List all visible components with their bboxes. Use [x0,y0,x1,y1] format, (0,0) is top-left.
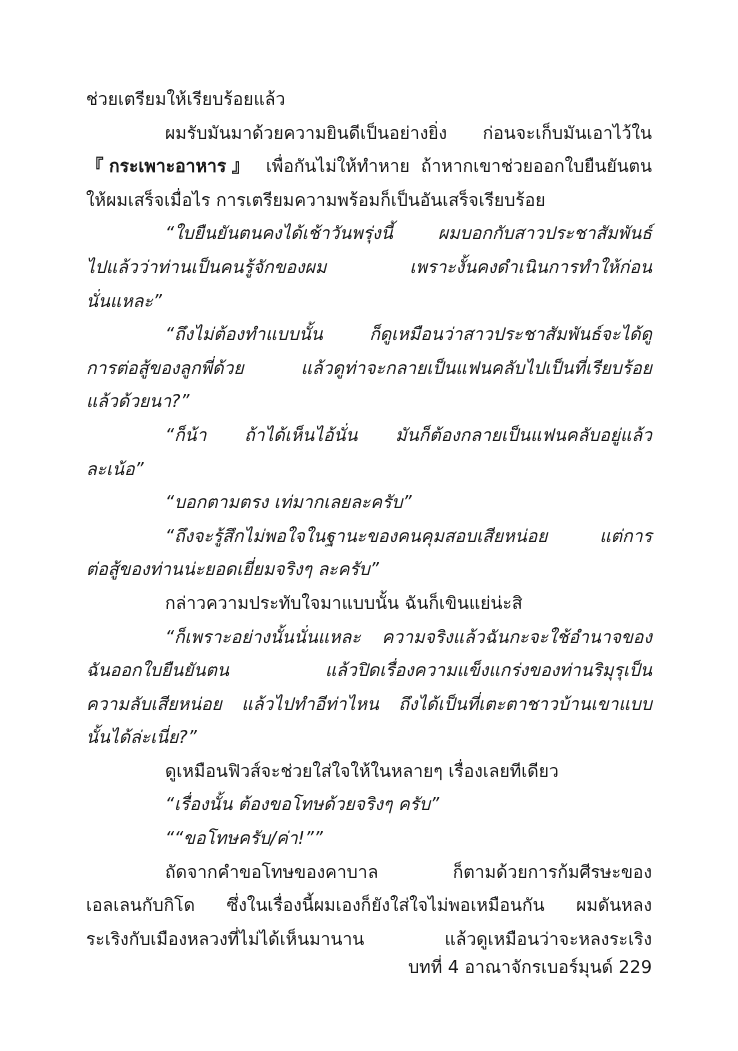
text-line: ถัดจากคำขอโทษของคาบาล ก็ตามด้วยการก้มศีรษะของ [165,862,652,883]
text-line: ฉันออกใบยืนยันตน แล้วปิดเรื่องความแข็งแกร่งของท่านริมุรุเป็น [86,661,652,682]
text-line: “ถึงจะรู้สึกไม่พอใจในฐานะของคนคุมสอบเสียหน่อย แต่การ [165,526,652,547]
text-line: นั้นได้ล่ะเนี่ย?” [86,728,197,749]
text-line: นั่นแหละ” [86,291,162,312]
text-line: “ใบยืนยันตนคงได้เช้าวันพรุ่งนี้ ผมบอกกับสาวประชาสัมพันธ์ [165,224,652,245]
text-line: “บอกตามตรง เท่มากเลยละครับ” [165,493,412,514]
text-line: “ถึงไม่ต้องทำแบบนั้น ก็ดูเหมือนว่าสาวประชาสัมพันธ์จะได้ดู [165,325,652,346]
text-line: ความลับเสียหน่อย แล้วไปทำอีท่าไหน ถึงได้เป็นที่เตะตาชาวบ้านเขาแบบ [86,694,652,715]
text-line [86,151,652,185]
text-line: “ก็น้า ถ้าได้เห็นไอ้นั่น มันก็ต้องกลายเป็นแฟนคลับอยู่แล้ว [165,425,652,446]
text-line: ให้ผมเสร็จเมื่อไร การเตรียมความพร้อมก็เป็นอันเสร็จเรียบร้อย [86,190,546,211]
text-line: ผมรับมันมาด้วยความยินดีเป็นอย่างยิ่ง ก่อนจะเก็บมันเอาไว้ใน [165,123,652,144]
text-span: เพื่อกันไม่ให้ทำหาย ถ้าหากเขาช่วยออกใบยืนยันตน [254,157,652,178]
text-line: กล่าวความประทับใจมาแบบนั้น ฉันก็เขินแย่น่ะสิ [165,593,523,614]
bold-term: 『กระเพาะอาหาร』 [86,157,255,178]
page-footer: บทที่ 4 อาณาจักรเบอร์มุนด์ 229 [408,958,652,978]
text-line: แล้วด้วยนา?” [86,392,190,413]
text-line: ละเน้อ” [86,459,144,480]
text-line: ไปแล้วว่าท่านเป็นคนรู้จักของผม เพราะงั้นคงดำเนินการทำให้ก่อน [86,257,652,278]
text-line: ต่อสู้ของท่านน่ะยอดเยี่ยมจริงๆ ละครับ” [86,560,379,581]
text-line: ระเริงกับเมืองหลวงที่ไม่ได้เห็นมานาน แล้วดูเหมือนว่าจะหลงระเริง [86,929,652,950]
text-line: “ก็เพราะอย่างนั้นนั่นแหละ ความจริงแล้วฉันกะจะใช้อำนาจของ [165,627,652,648]
text-line: ดูเหมือนฟิวส์จะช่วยใส่ใจให้ในหลายๆ เรื่องเลยทีเดียว [165,761,559,782]
text-line: ช่วยเตรียมให้เรียบร้อยแล้ว [86,90,286,110]
text-line: เอลเลนกับกิโด ซึ่งในเรื่องนี้ผมเองก็ยังใส่ใจไม่พอเหมือนกัน ผมดันหลง [86,896,652,917]
text-line: “เรื่องนั้น ต้องขอโทษด้วยจริงๆ ครับ” [165,795,440,816]
text-line: ““ขอโทษครับ/ค่า!”” [165,829,323,850]
text-line: การต่อสู้ของลูกพี่ด้วย แล้วดูท่าจะกลายเป็นแฟนคลับไปเป็นที่เรียบร้อย [86,358,652,379]
page-body [86,84,652,957]
